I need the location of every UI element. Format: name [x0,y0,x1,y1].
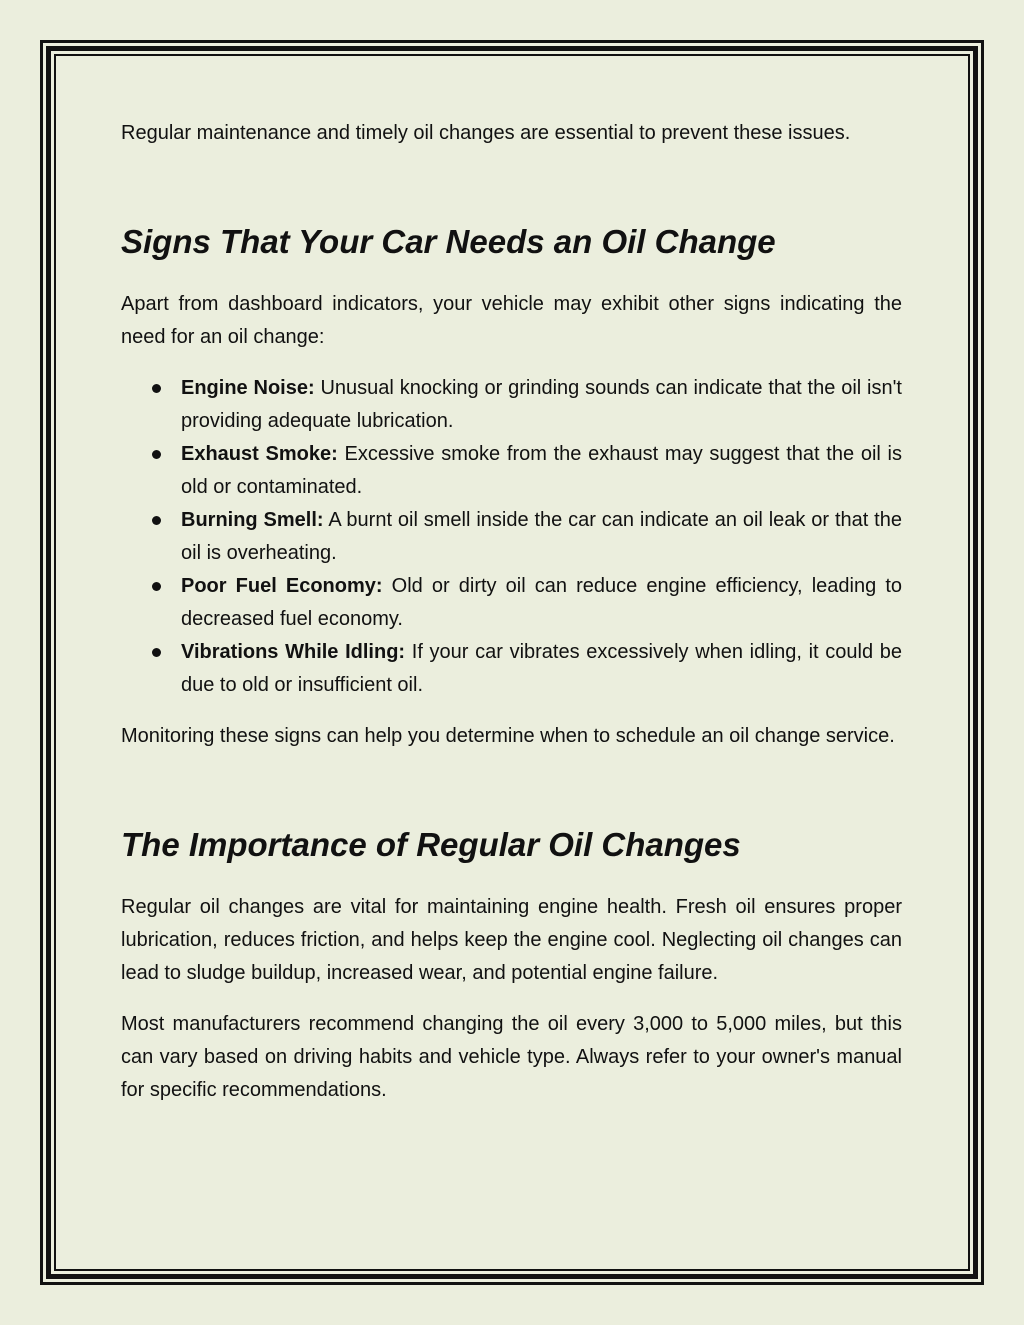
section-heading-signs: Signs That Your Car Needs an Oil Change [121,223,776,260]
list-item [121,438,902,504]
importance-paragraph-2: Most manufacturers recommend changing the oil every 3,000 to 5,000 miles, but this can vary based on driving habits and vehicle type. Always refer to your owner's manual for specific recommendations. [121,1013,902,1101]
signs-intro-paragraph: Apart from dashboard indicators, your vehicle may exhibit other signs indicating the need for an oil change: [121,293,902,348]
document-content [121,117,902,1107]
list-item-text: If your car vibrates excessively when idling, it could be due to old or insufficient oil. [181,641,903,696]
bullet-icon [152,384,161,393]
signs-list [121,372,902,702]
list-item-label: Vibrations While Idling: [181,641,406,663]
list-item-label: Engine Noise: [181,377,315,399]
list-item-text: Excessive smoke from the exhaust may suggest that the oil is old or contaminated. [181,443,903,498]
list-item-label: Exhaust Smoke: [181,443,338,465]
list-item-text: Unusual knocking or grinding sounds can indicate that the oil isn't providing adequate lubrication. [181,377,902,432]
list-item-text: Old or dirty oil can reduce engine efficiency, leading to decreased fuel economy. [181,575,903,630]
list-item-label: Burning Smell: [181,509,324,531]
list-item [121,372,902,438]
bullet-icon [152,582,161,591]
list-item [121,504,902,570]
list-item [121,570,902,636]
section-heading-importance: The Importance of Regular Oil Changes [121,826,741,863]
bullet-icon [152,450,161,459]
signs-closing-paragraph: Monitoring these signs can help you determine when to schedule an oil change service. [121,725,895,747]
bullet-icon [152,516,161,525]
list-item-text: A burnt oil smell inside the car can indicate an oil leak or that the oil is overheating. [181,509,902,564]
importance-paragraph-1: Regular oil changes are vital for maintaining engine health. Fresh oil ensures proper lubrication, reduces friction, and helps keep the engine cool. Neglecting oil changes can lead to sludge buildup, increased wear, and potential engine failure. [121,896,902,984]
list-item-label: Poor Fuel Economy: [181,575,383,597]
intro-paragraph: Regular maintenance and timely oil changes are essential to prevent these issues. [121,122,851,144]
bullet-icon [152,648,161,657]
list-item [121,636,902,702]
